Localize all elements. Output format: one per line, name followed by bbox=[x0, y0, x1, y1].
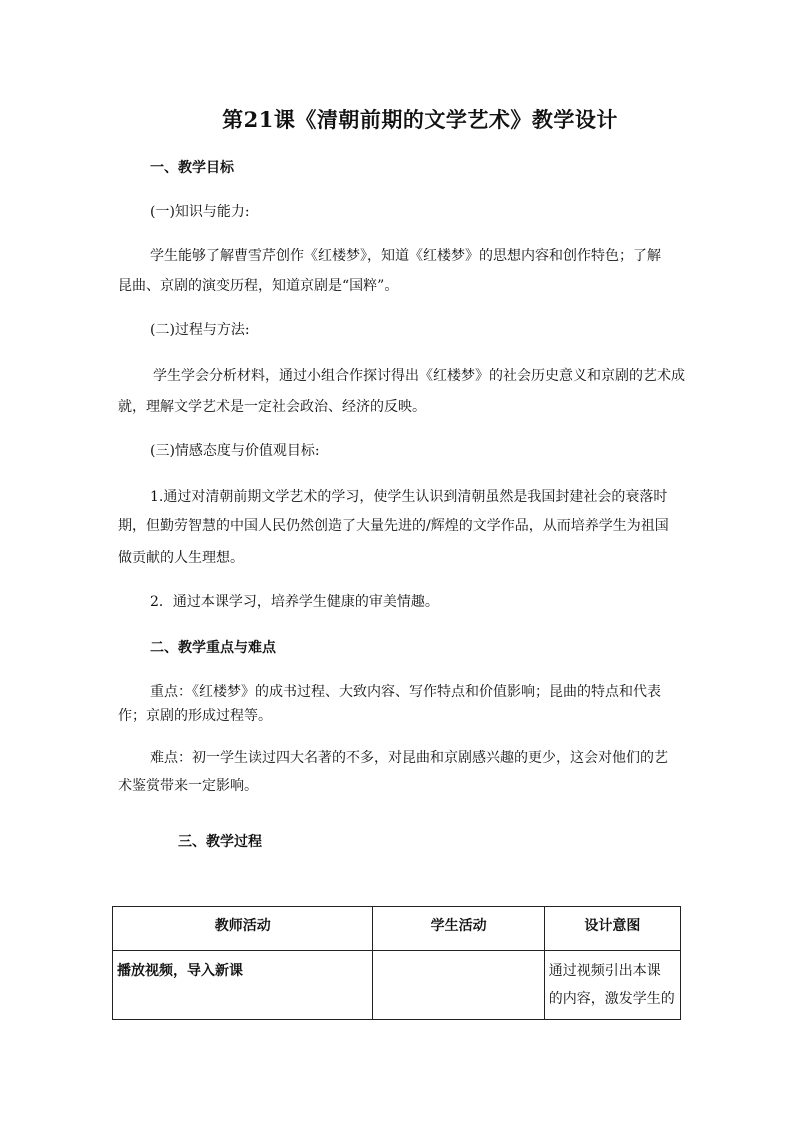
paragraph-knowledge-line2: 昆曲、京剧的演变历程，知道京剧是“国粹”。 bbox=[118, 278, 399, 294]
paragraph-key-line2: 作；京剧的形成过程等。 bbox=[118, 708, 272, 724]
cell-design-intent-line2: 的内容，激发学生的 bbox=[548, 991, 675, 1007]
subheading-knowledge: (一)知识与能力: bbox=[150, 204, 250, 220]
page-title: 第21课《清朝前期的文学艺术》教学设计 bbox=[222, 107, 618, 132]
header-design-intent: 设计意图 bbox=[544, 907, 680, 951]
header-teacher-activity: 教师活动 bbox=[113, 907, 373, 951]
paragraph-aesthetic: 2．通过本课学习，培养学生健康的审美情趣。 bbox=[150, 594, 439, 610]
paragraph-emotion-line3: 做贡献的人生理想。 bbox=[118, 550, 244, 566]
paragraph-emotion-line1: 1.通过对清朝前期文学艺术的学习，使学生认识到清朝虽然是我国封建社会的衰落时 bbox=[150, 489, 668, 505]
header-student-activity: 学生活动 bbox=[373, 907, 544, 951]
subheading-emotion: (三)情感态度与价值观目标: bbox=[150, 443, 320, 459]
section-heading-process: 三、教学过程 bbox=[178, 834, 262, 850]
subheading-process: (二)过程与方法: bbox=[150, 322, 250, 338]
cell-design-intent-line1: 通过视频引出本课 bbox=[548, 963, 661, 979]
paragraph-difficulty-line1: 难点：初一学生读过四大名著的不多，对昆曲和京剧感兴趣的更少，这会对他们的艺 bbox=[150, 750, 668, 766]
paragraph-difficulty-line2: 术鉴赏带来一定影响。 bbox=[118, 778, 258, 794]
cell-teacher-activity: 播放视频，导入新课 bbox=[113, 951, 373, 1020]
table-header-row bbox=[113, 907, 681, 951]
paragraph-knowledge-line1: 学生能够了解曹雪芹创作《红楼梦》，知道《红楼梦》的思想内容和创作特色；了解 bbox=[150, 248, 661, 264]
section-heading-keypoints: 二、教学重点与难点 bbox=[150, 640, 276, 656]
paragraph-key-line1: 重点：《红楼梦》的成书过程、大致内容、写作特点和价值影响；昆曲的特点和代表 bbox=[150, 684, 661, 700]
paragraph-process-line1: 学生学会分析材料，通过小组合作探讨得出《红楼梦》的社会历史意义和京剧的艺术成 bbox=[153, 368, 685, 384]
section-heading-objectives: 一、教学目标 bbox=[150, 160, 234, 176]
paragraph-process-line2: 就，理解文学艺术是一定社会政治、经济的反映。 bbox=[118, 399, 426, 415]
table-row bbox=[113, 951, 681, 1020]
cell-design-intent bbox=[544, 951, 680, 1020]
teaching-process-table bbox=[112, 906, 681, 1020]
cell-student-activity bbox=[373, 951, 544, 1020]
paragraph-emotion-line2: 期，但勤劳智慧的中国人民仍然创造了大量先进的/辉煌的文学作品，从而培养学生为祖国 bbox=[118, 518, 669, 534]
